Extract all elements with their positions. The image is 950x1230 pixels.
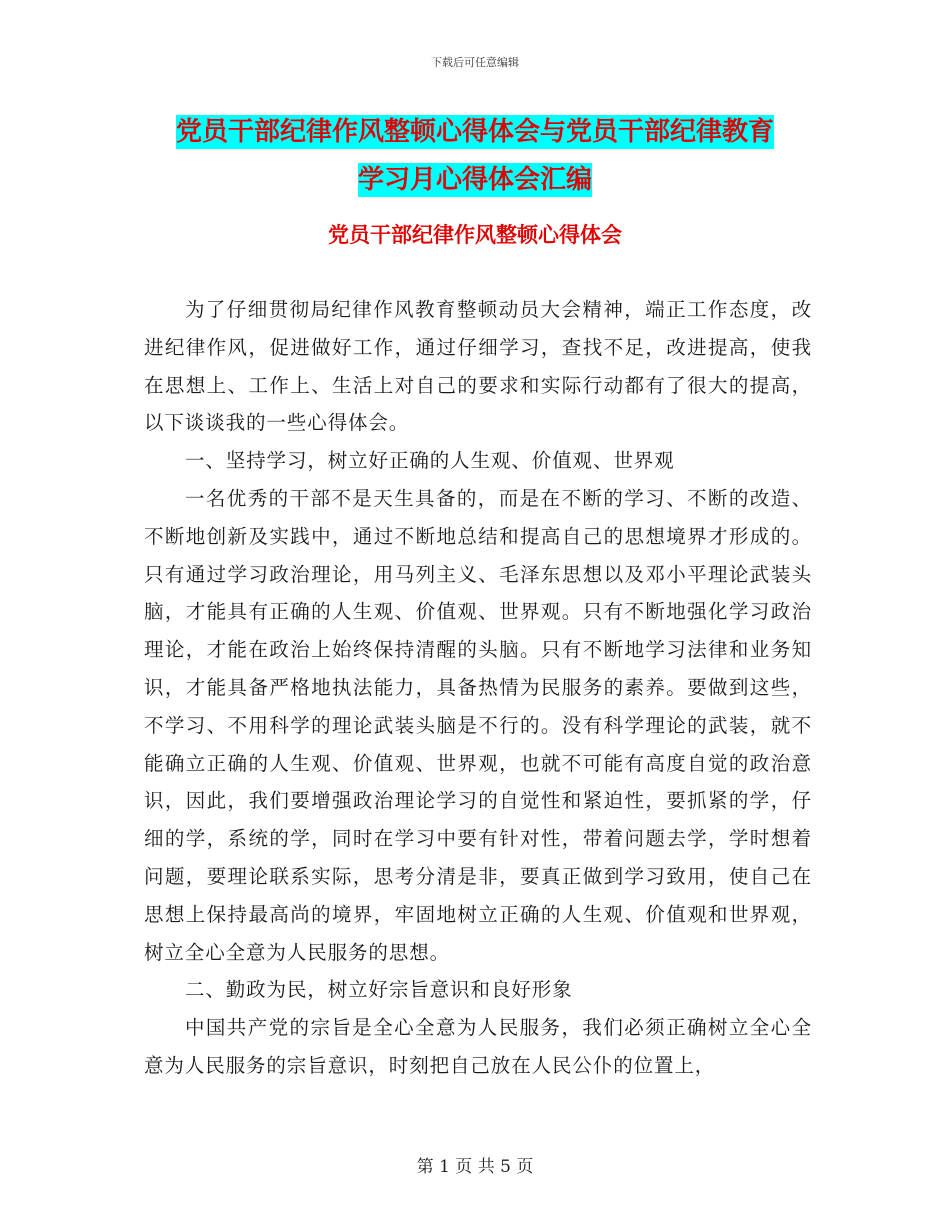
title-line-1: 党员干部纪律作风整顿心得体会与党员干部纪律教育 [175,117,774,147]
section-subtitle: 党员干部纪律作风整顿心得体会 [328,223,622,247]
heading-section-1: 一、坚持学习，树立好正确的人生观、价值观、世界观 [184,449,675,473]
title-line-2: 学习月心得体会汇编 [357,165,592,195]
document-title [0,108,950,204]
document-body [144,291,812,1085]
paragraph-section-2: 中国共产党的宗旨是全心全意为人民服务，我们必须正确树立全心全意为人民服务的宗旨意识，时刻把自己放在人民公仆的位置上， [144,1016,812,1077]
paragraph-section-1: 一名优秀的干部不是天生具备的，而是在不断的学习、不断的改造、不断地创新及实践中，通过不断地总结和提高自己的思想境界才形成的。只有通过学习政治理论，用马列主义、毛泽东思想以及邓小平理论武装头脑，才能具有正确的人生观、价值观、世界观。只有不断地强化学习政治理论，才能在政治上始终保持清醒的头脑。只有不断地学习法律和业务知识，才能具备严格地执法能力，具备热情为民服务的素养。要做到这些，不学习、不用科学的理论武装头脑是不行的。没有科学理论的武装，就不能确立正确的人生观、价值观、世界观，也就不可能有高度自觉的政治意识，因此，我们要增强政治理论学习的自觉性和紧迫性，要抓紧的学，仔细的学，系统的学，同时在学习中要有针对性，带着问题去学，学时想着问题，要理论联系实际，思考分清是非，要真正做到学习致用，使自己在思想上保持最高尚的境界，牢固地树立正确的人生观、价值观和世界观，树立全心全意为人民服务的思想。 [144,486,812,964]
header-note: 下载后可任意编辑 [431,56,519,69]
heading-section-2: 二、勤政为民，树立好宗旨意识和良好形象 [184,978,573,1002]
page-footer: 第 1 页 共 5 页 [416,1157,534,1177]
paragraph-intro: 为了仔细贯彻局纪律作风教育整顿动员大会精神，端正工作态度，改进纪律作风，促进做好工作，通过仔细学习，查找不足，改进提高，使我在思想上、工作上、生活上对自己的要求和实际行动都有了很大的提高，以下谈谈我的一些心得体会。 [144,298,812,435]
